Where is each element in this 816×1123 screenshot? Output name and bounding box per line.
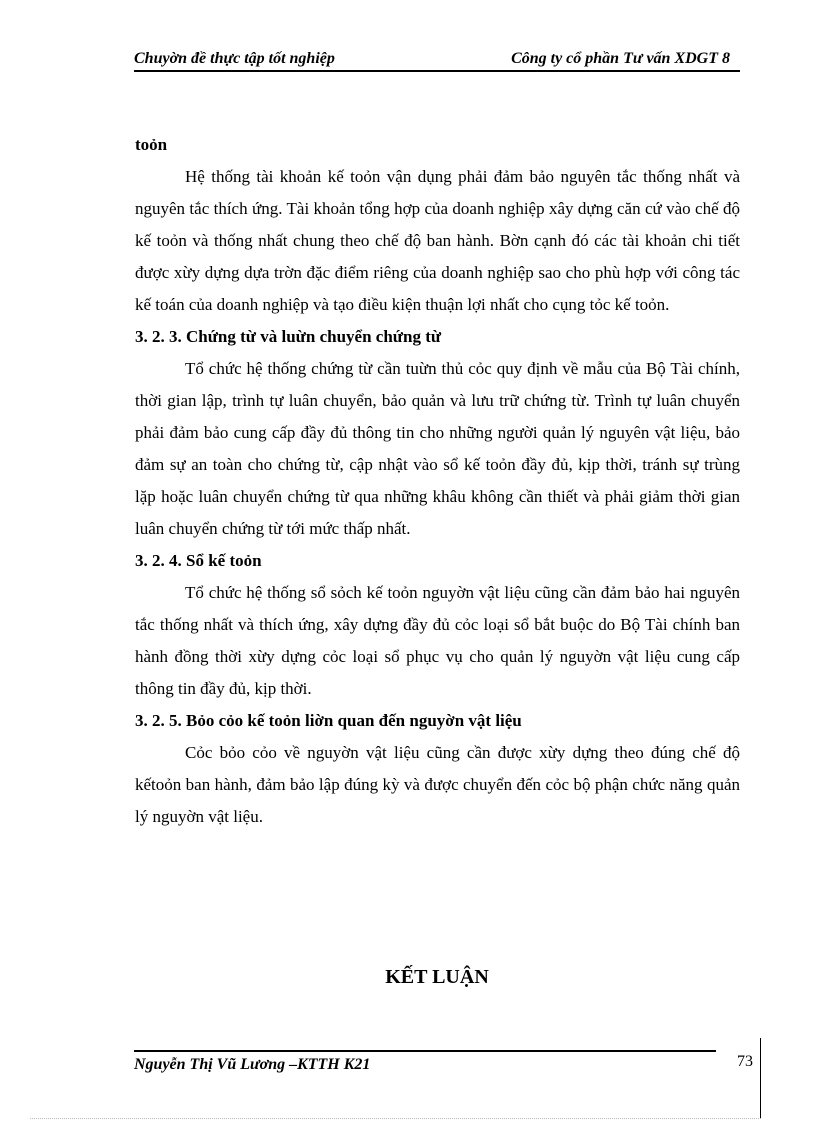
page-header <box>134 48 740 72</box>
page-number: 73 <box>737 1053 753 1070</box>
paragraph-reports: Cỏc bỏo cỏo về nguyờn vật liệu cũng cần được xừy dựng theo đúng chế độ kếtoỏn ban hành, đảm bảo lập đúng kỳ và được chuyển đến cỏc bộ phận chức năng quản lý nguyờn vật liệu. <box>135 743 740 826</box>
paragraph-accounts-system: Hệ thống tài khoản kế toỏn vận dụng phải đảm bảo nguyên tắc thống nhất và nguyên tắc thích ứng. Tài khoản tổng hợp của doanh nghiệp xây dựng căn cứ vào chế độ kế toỏn và thống nhất chung theo chế độ ban hành. Bờn cạnh đó các tài khoản chi tiết được xừy dựng dựa trờn đặc điểm riêng của doanh nghiệp sao cho phù hợp với công tác kế toán của doanh nghiệp và tạo điều kiện thuận lợi nhất cho cụng tỏc kế toỏn. <box>135 167 740 314</box>
section-heading-3-2-4: 3. 2. 4. Sổ kế toỏn <box>135 551 262 570</box>
footer-author: Nguyễn Thị Vũ Lương –KTTH K21 <box>134 1056 371 1073</box>
paragraph-ledgers: Tổ chức hệ thống sổ sỏch kế toỏn nguyờn vật liệu cũng cần đảm bảo hai nguyên tắc thống nhất và thích ứng, xây dựng đầy đủ cỏc loại sổ bắt buộc do Bộ Tài chính ban hành đồng thời xừy dựng cỏc loại sổ phục vụ cho quản lý nguyờn vật liệu cung cấp thông tin đầy đủ, kịp thời. <box>135 583 740 698</box>
continued-word: toỏn <box>135 135 168 154</box>
paragraph-documents: Tổ chức hệ thống chứng từ cần tuừn thủ cỏc quy định về mẫu của Bộ Tài chính, thời gian lập, trình tự luân chuyển, bảo quản và lưu trữ chứng từ. Trình tự luân chuyển phải đảm bảo cung cấp đầy đủ thông tin cho những người quản lý nguyên vật liệu, bảo đảm sự an toàn cho chứng từ, cập nhật vào sổ kế toỏn đầy đủ, kịp thời, tránh sự trùng lặp hoặc luân chuyển chứng từ qua những khâu không cần thiết và phải giảm thời gian luân chuyển chứng từ tới mức thấp nhất. <box>135 359 740 538</box>
conclusion-heading: KẾT LUẬN <box>385 966 489 988</box>
footer-divider <box>134 1050 716 1052</box>
page-border-bottom <box>30 1118 761 1119</box>
header-title-right: Công ty cổ phần Tư vấn XDGT 8 <box>511 50 730 67</box>
page-border-right <box>760 1038 761 1118</box>
document-body <box>135 129 740 833</box>
section-heading-3-2-3: 3. 2. 3. Chứng từ và luừn chuyển chứng từ <box>135 327 442 346</box>
section-heading-3-2-5: 3. 2. 5. Bỏo cỏo kế toỏn liờn quan đến nguyờn vật liệu <box>135 711 522 730</box>
header-title-left: Chuyờn đề thực tập tốt nghiệp <box>134 50 335 67</box>
